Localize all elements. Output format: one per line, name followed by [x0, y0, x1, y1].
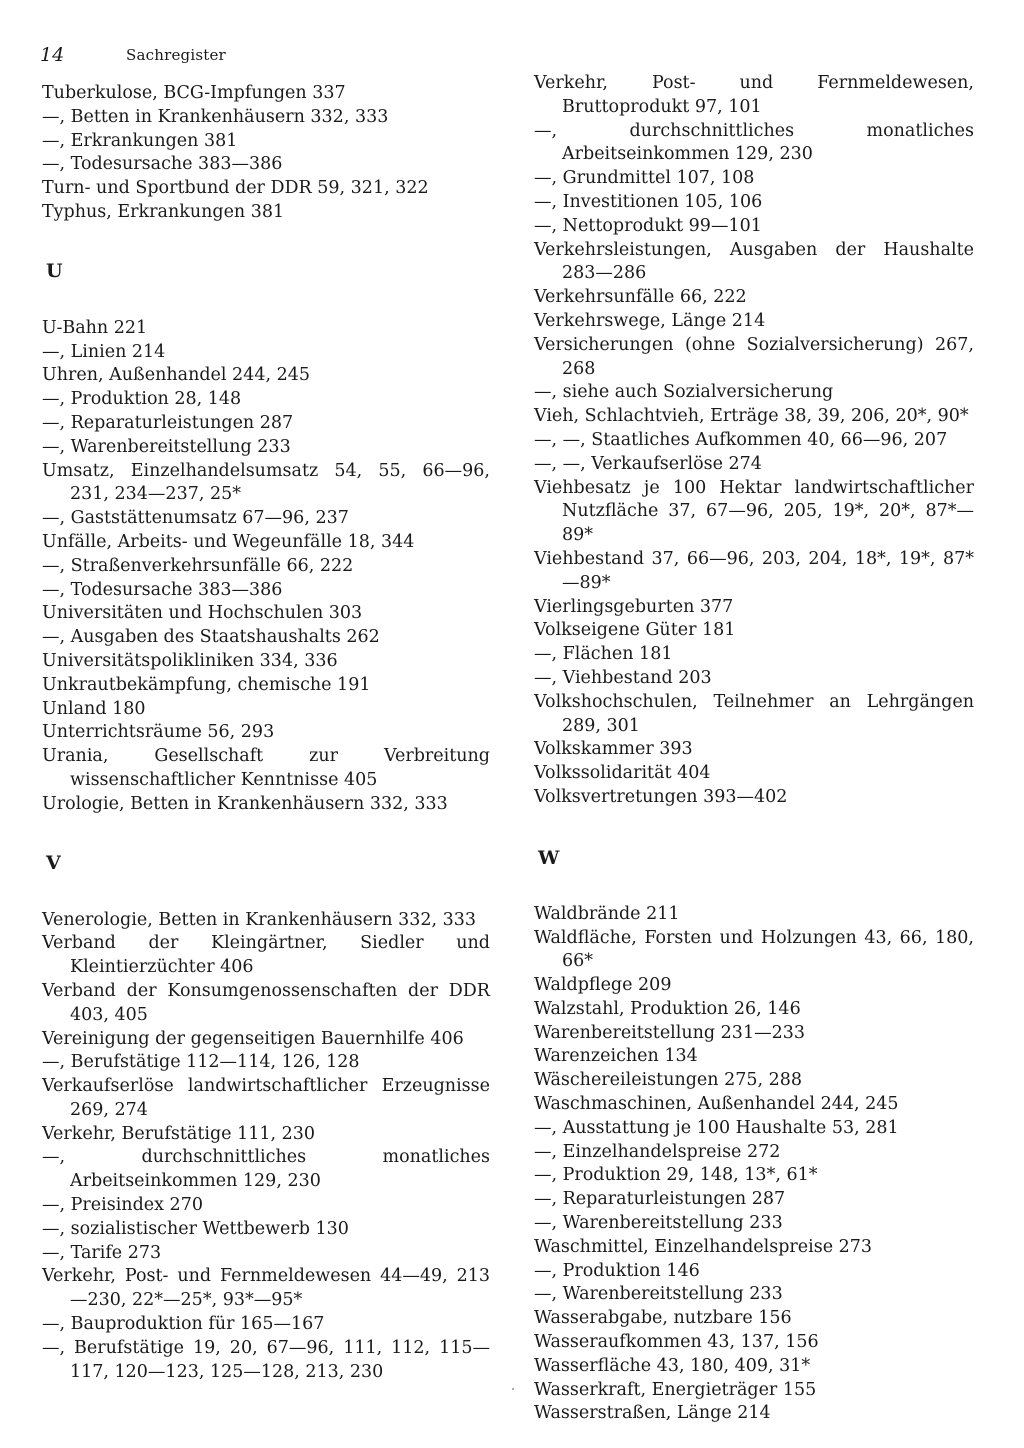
index-entry: Waschmittel, Einzelhandelspreise 273 — [534, 1236, 873, 1257]
index-entry: Wasserfläche 43, 180, 409, 31* — [534, 1355, 811, 1376]
index-entry: Volkseigene Güter 181 — [534, 620, 736, 641]
section-letter: W — [538, 846, 560, 869]
index-entry: Wasserabgabe, nutzbare 156 — [534, 1308, 792, 1329]
index-entry: Warenbereitstellung 231—233 — [534, 1022, 805, 1043]
index-entry: Wasserstraßen, Länge 214 — [534, 1403, 771, 1424]
index-entry: —, Reparaturleistungen 287 — [42, 412, 294, 433]
index-entry: —, Berufstätige 112—114, 126, 128 — [42, 1052, 360, 1073]
index-entry: Verkehr, Berufstätige 111, 230 — [42, 1123, 316, 1144]
running-title: Sachregister — [126, 46, 226, 64]
index-entry: —, Berufstätige 19, 20, 67—96, 111, 112, 115—117, 120—123, 125—128, 213, 230 — [42, 1337, 490, 1382]
index-entry: —, Todesursache 383—386 — [42, 579, 283, 600]
index-entry: —, Flächen 181 — [534, 644, 673, 665]
index-entry: Verband der Kleingärtner, Siedler und Kleintierzüchter 406 — [42, 933, 490, 978]
section-letter: U — [46, 259, 63, 282]
index-entry: Volkskammer 393 — [534, 739, 693, 760]
index-entry: —, Viehbestand 203 — [534, 667, 712, 688]
print-speck — [512, 1388, 514, 1390]
index-entry: Warenzeichen 134 — [534, 1046, 698, 1067]
index-entry: Waldfläche, Forsten und Holzungen 43, 66, 180, 66* — [534, 927, 974, 972]
index-entry: Universitätspolikliniken 334, 336 — [42, 650, 338, 671]
index-entry: —, Warenbereitstellung 233 — [534, 1284, 783, 1305]
index-entry: Vereinigung der gegenseitigen Bauernhilfe 406 — [42, 1028, 464, 1049]
page-number: 14 — [40, 44, 65, 66]
index-entry: Universitäten und Hochschulen 303 — [42, 603, 363, 624]
index-entry: Urania, Gesellschaft zur Verbreitung wissenschaftlicher Kenntnisse 405 — [42, 746, 490, 790]
index-entry: Verkehr, Post- und Fernmeldewesen, Bruttoprodukt 97, 101 — [534, 73, 974, 117]
index-column-left — [42, 82, 490, 1384]
index-entry: Volkssolidarität 404 — [534, 763, 711, 784]
index-entry: —, Reparaturleistungen 287 — [534, 1189, 786, 1210]
index-entry: Versicherungen (ohne Sozialversicherung) 267, 268 — [534, 334, 974, 379]
index-entry: Umsatz, Einzelhandelsumsatz 54, 55, 66—96, 231, 234—237, 25* — [42, 460, 490, 505]
index-entry: —, Straßenverkehrsunfälle 66, 222 — [42, 555, 354, 576]
index-entry: —, Warenbereitstellung 233 — [534, 1213, 783, 1234]
index-entry: Verkehrswege, Länge 214 — [534, 310, 766, 331]
index-entry: Typhus, Erkrankungen 381 — [42, 201, 285, 222]
index-entry: —, Produktion 146 — [534, 1260, 700, 1281]
index-entry: Volksvertretungen 393—402 — [534, 786, 788, 807]
index-entry: Verkehrsleistungen, Ausgaben der Haushalte 283—286 — [534, 239, 974, 284]
index-entry: —, durchschnittliches monatliches Arbeitseinkommen 129, 230 — [534, 120, 974, 165]
index-entry: —, durchschnittliches monatliches Arbeitseinkommen 129, 230 — [42, 1147, 490, 1192]
index-entry: —, Todesursache 383—386 — [42, 154, 283, 175]
section-letter: V — [46, 851, 61, 874]
index-entry: Tuberkulose, BCG-Impfungen 337 — [42, 83, 346, 103]
index-entry: Unfälle, Arbeits- und Wegeunfälle 18, 344 — [42, 531, 415, 552]
index-entry: —, Investitionen 105, 106 — [534, 191, 763, 212]
index-entry: —, Preisindex 270 — [42, 1195, 203, 1216]
index-entry: Urologie, Betten in Krankenhäusern 332, 333 — [42, 793, 448, 814]
index-entry: Verkaufserlöse landwirtschaftlicher Erzeugnisse 269, 274 — [42, 1076, 490, 1120]
index-entry: U-Bahn 221 — [42, 317, 148, 338]
index-entry: Venerologie, Betten in Krankenhäusern 332, 333 — [42, 909, 477, 930]
index-entry: Unterrichtsräume 56, 293 — [42, 722, 275, 743]
index-entry: Verband der Konsumgenossenschaften der DDR 403, 405 — [42, 980, 490, 1025]
index-entry: Viehbesatz je 100 Hektar landwirtschaftlicher Nutzfläche 37, 67—96, 205, 19*, 20*, 87*—89* — [534, 477, 974, 546]
index-entry: Volkshochschulen, Teilnehmer an Lehrgängen 289, 301 — [534, 691, 974, 736]
index-entry: Unland 180 — [42, 698, 146, 719]
index-entry: —, Ausgaben des Staatshaushalts 262 — [42, 627, 380, 648]
index-entry: —, Warenbereitstellung 233 — [42, 436, 291, 457]
index-entry: Vierlingsgeburten 377 — [534, 596, 734, 617]
index-entry: —, Produktion 28, 148 — [42, 389, 242, 410]
index-entry: —, Produktion 29, 148, 13*, 61* — [534, 1165, 818, 1186]
index-entry: Viehbestand 37, 66—96, 203, 204, 18*, 19*, 87*—89* — [534, 548, 974, 593]
index-entry: —, Nettoprodukt 99—101 — [534, 215, 762, 236]
index-entry: —, Tarife 273 — [42, 1242, 162, 1263]
index-column-right — [534, 72, 974, 1426]
index-entry: —, Einzelhandelspreise 272 — [534, 1141, 781, 1162]
index-entry: Verkehr, Post- und Fernmeldewesen 44—49, 213—230, 22*—25*, 93*—95* — [42, 1266, 490, 1311]
index-entry: —, siehe auch Sozialversicherung — [534, 382, 834, 403]
index-entry: Wäschereileistungen 275, 288 — [534, 1070, 803, 1091]
index-entry: —, Grundmittel 107, 108 — [534, 168, 755, 189]
index-entry: Turn- und Sportbund der DDR 59, 321, 322 — [42, 178, 429, 199]
index-entry: —, Bauproduktion für 165—167 — [42, 1314, 325, 1335]
index-entry: Uhren, Außenhandel 244, 245 — [42, 365, 310, 386]
index-entry: Wasserkraft, Energieträger 155 — [534, 1379, 817, 1400]
index-entry: Unkrautbekämpfung, chemische 191 — [42, 674, 371, 695]
index-entry: Vieh, Schlachtvieh, Erträge 38, 39, 206, 20*, 90* — [534, 406, 969, 427]
index-entry: —, Betten in Krankenhäusern 332, 333 — [42, 106, 389, 127]
index-entry: —, Erkrankungen 381 — [42, 130, 238, 151]
index-entry: —, —, Staatliches Aufkommen 40, 66—96, 207 — [534, 429, 948, 450]
index-entry: Waldpflege 209 — [534, 975, 672, 996]
index-entry: —, sozialistischer Wettbewerb 130 — [42, 1218, 349, 1239]
index-entry: Verkehrsunfälle 66, 222 — [534, 287, 747, 308]
index-entry: Wasseraufkommen 43, 137, 156 — [534, 1332, 819, 1353]
index-entry: Walzstahl, Produktion 26, 146 — [534, 998, 801, 1019]
index-entry: —, Linien 214 — [42, 341, 166, 362]
index-entry: Waldbrände 211 — [534, 903, 680, 924]
index-entry: Waschmaschinen, Außenhandel 244, 245 — [534, 1094, 899, 1115]
index-entry: —, —, Verkaufserlöse 274 — [534, 453, 762, 474]
index-entry: —, Gaststättenumsatz 67—96, 237 — [42, 508, 349, 529]
index-entry: —, Ausstattung je 100 Haushalte 53, 281 — [534, 1117, 899, 1138]
